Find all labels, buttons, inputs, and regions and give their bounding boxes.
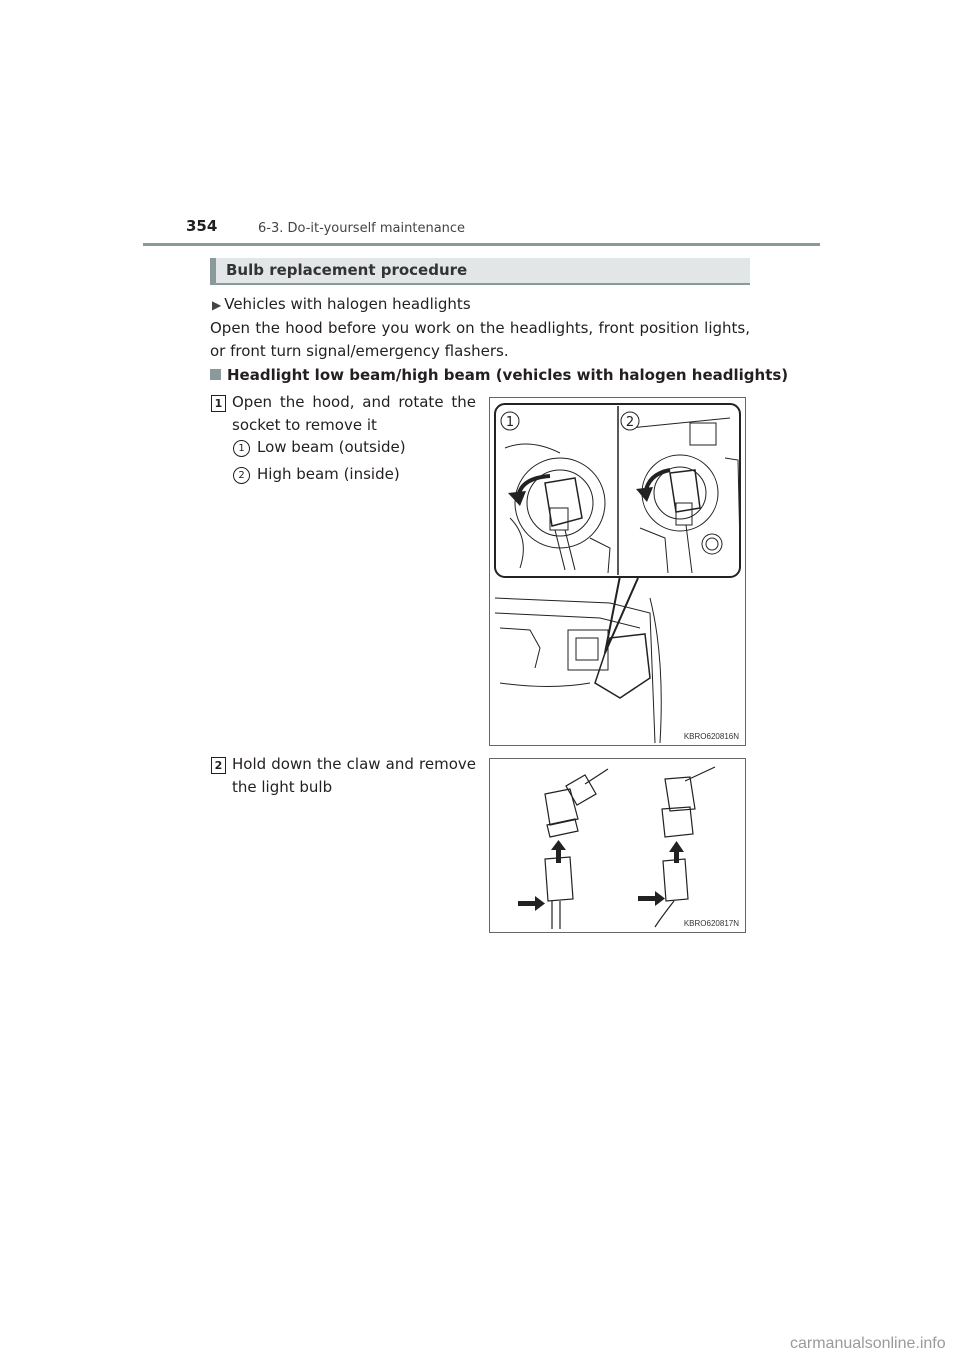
subheading-text: Headlight low beam/high beam (vehicles with halogen headlights) (227, 366, 789, 384)
section-accent (210, 258, 216, 283)
figure-code: KBRO620816N (683, 732, 739, 741)
variant-label: Vehicles with halogen headlights (224, 295, 471, 313)
variant-line (212, 295, 471, 313)
sub-item-low-beam (233, 438, 406, 457)
push-arrow-icon (518, 896, 545, 911)
sub-item-label: High beam (inside) (257, 465, 400, 483)
headlight-illustration (490, 398, 745, 745)
callout-1: 1 (505, 415, 515, 430)
callout-2: 2 (625, 415, 635, 430)
step-text-2: Hold down the claw and remove the light bulb (232, 755, 476, 796)
page-number: 354 (186, 217, 218, 235)
section-title-bar (210, 258, 750, 285)
sub-item-label: Low beam (outside) (257, 438, 406, 456)
step-text-1: Open the hood, and rotate the socket to remove it (232, 393, 476, 434)
step-number-2: 2 (211, 757, 226, 774)
triangle-marker-icon: ▶ (212, 298, 222, 312)
header-rule (143, 243, 820, 246)
subheading (210, 366, 788, 384)
bulb-illustration (490, 759, 745, 932)
push-arrow-icon (638, 891, 665, 906)
circled-number: 1 (233, 440, 250, 457)
figure-bulb-removal (489, 758, 746, 933)
step-number-1: 1 (211, 395, 226, 412)
up-arrow-icon (551, 840, 566, 863)
intro-paragraph: Open the hood before you work on the headlights, front position lights, or front turn signal/emergency flashers. (210, 319, 750, 360)
figure-headlight-socket (489, 397, 746, 746)
watermark: carmanualsonline.info (790, 1335, 946, 1352)
figure-code: KBRO620817N (683, 919, 739, 928)
sub-item-high-beam (233, 465, 400, 484)
square-bullet-icon (210, 369, 221, 380)
section-reference: 6-3. Do-it-yourself maintenance (258, 221, 466, 236)
section-title: Bulb replacement procedure (226, 261, 468, 279)
circled-number: 2 (233, 467, 250, 484)
